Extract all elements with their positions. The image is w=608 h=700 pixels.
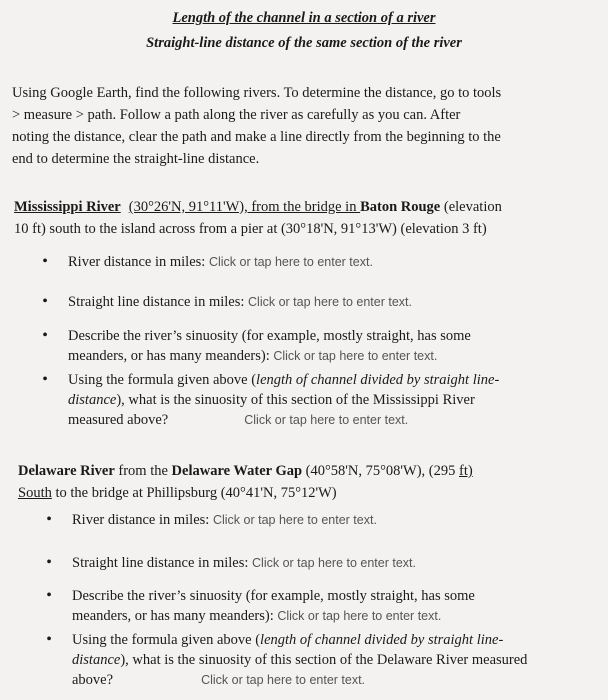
question-text: Using the formula given above ( — [72, 632, 261, 648]
question-label: Straight line distance in miles: — [72, 555, 253, 571]
question-text: Describe the river’s sinuosity (for example, mostly straight, has some — [68, 328, 471, 344]
answer-field[interactable]: Click or tap here to enter text. — [212, 513, 377, 527]
list-item — [38, 252, 598, 272]
title-line-2: Straight-line distance of the same section of the river — [146, 35, 462, 51]
formula-text: distance — [68, 392, 117, 408]
answer-field[interactable]: Click or tap here to enter text. — [244, 413, 409, 427]
river-coords: (40°58'N, 75°08'W), (295 — [302, 463, 460, 479]
answer-field[interactable]: Click or tap here to enter text. — [201, 673, 366, 687]
question-text: measured above? — [68, 412, 169, 428]
question-label: River distance in miles: — [68, 254, 209, 270]
question-text: above? — [72, 672, 114, 688]
heading-text: ft) — [459, 463, 473, 479]
heading-text: from the — [114, 463, 172, 479]
delaware-heading — [18, 460, 604, 504]
question-label: River distance in miles: — [72, 512, 213, 528]
heading-text: (elevation — [440, 199, 502, 215]
intro-line: noting the distance, clear the path and make a line directly from the beginning to the — [12, 129, 501, 145]
answer-field[interactable]: Click or tap here to enter text. — [208, 255, 373, 269]
question-text: meanders, or has many meanders): — [68, 348, 274, 364]
bullet-icon: • — [42, 371, 48, 388]
formula-text: distance — [72, 652, 121, 668]
question-text: Using the formula given above ( — [68, 372, 257, 388]
question-text: ), what is the sinuosity of this section of the Delaware River measured — [120, 652, 528, 668]
answer-field[interactable]: Click or tap here to enter text. — [273, 349, 438, 363]
river-name: Delaware River — [18, 463, 115, 479]
list-item — [42, 553, 598, 573]
bullet-icon: • — [42, 327, 48, 344]
intro-line: > measure > path. Follow a path along the river as carefully as you can. After — [12, 107, 461, 123]
heading-text: South — [18, 485, 52, 501]
formula-text: length of channel divided by straight line- — [260, 632, 504, 648]
title-line-1: Length of the channel in a section of a river — [172, 10, 436, 26]
answer-field[interactable]: Click or tap here to enter text. — [252, 556, 416, 570]
bullet-icon: • — [46, 554, 52, 571]
mississippi-heading — [14, 196, 600, 240]
question-text: Describe the river’s sinuosity (for example, mostly straight, has some — [72, 588, 475, 604]
formula-text: length of channel divided by straight line- — [256, 372, 500, 388]
intro-line: end to determine the straight-line distance. — [12, 151, 260, 167]
river-coords: (30°26'N, 91°11'W), from the bridge in — [128, 199, 361, 215]
answer-field[interactable]: Click or tap here to enter text. — [277, 609, 442, 623]
bullet-icon: • — [42, 253, 48, 270]
list-item — [42, 630, 598, 690]
heading-line-2: 10 ft) south to the island across from a pier at (30°18'N, 91°13'W) (elevation 3 ft) — [14, 221, 487, 237]
question-text: ), what is the sinuosity of this section of the Mississippi River — [116, 392, 475, 408]
bullet-icon: • — [46, 511, 52, 528]
list-item — [42, 586, 598, 626]
intro-line: Using Google Earth, find the following rivers. To determine the distance, go to tools — [12, 85, 502, 101]
question-label: Straight line distance in miles: — [68, 294, 249, 310]
bullet-icon: • — [42, 293, 48, 310]
instructions-paragraph — [12, 82, 600, 170]
place-name: Delaware Water Gap — [171, 463, 303, 479]
list-item — [38, 370, 598, 430]
bullet-icon: • — [46, 587, 52, 604]
heading-text: to the bridge at Phillipsburg (40°41'N, 75°12'W) — [51, 485, 337, 501]
river-name: Mississippi River — [14, 199, 121, 215]
list-item — [42, 510, 598, 530]
answer-field[interactable]: Click or tap here to enter text. — [248, 295, 412, 309]
bullet-icon: • — [46, 631, 52, 648]
question-text: meanders, or has many meanders): — [72, 608, 278, 624]
list-item — [38, 292, 598, 312]
city-name: Baton Rouge — [360, 199, 441, 215]
list-item — [38, 326, 598, 366]
